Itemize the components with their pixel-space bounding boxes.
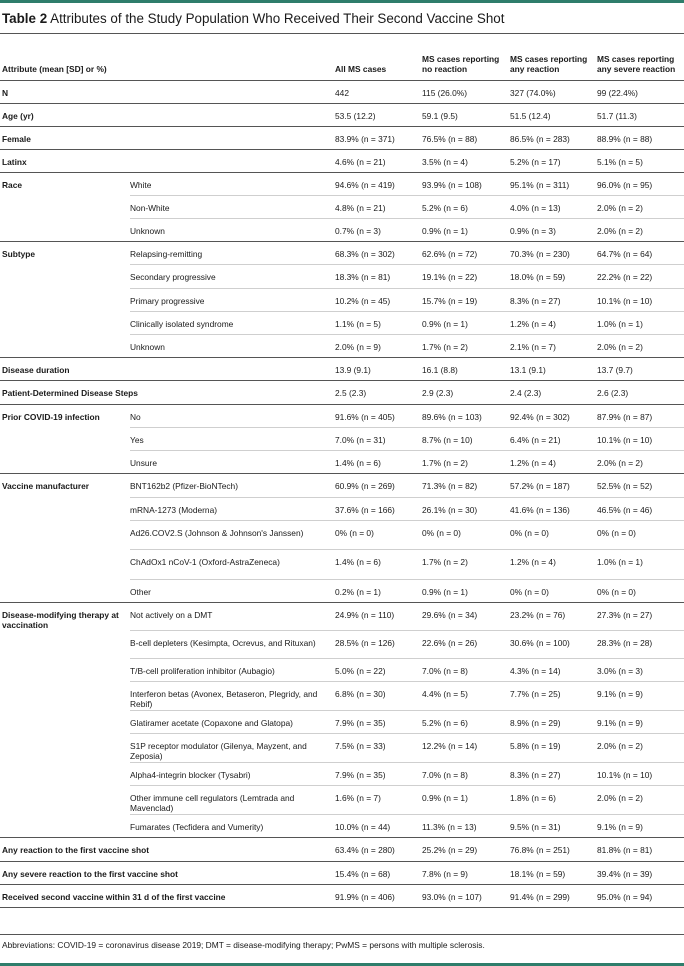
table-row (0, 335, 684, 358)
table-row (0, 837, 684, 861)
attribute-cell (0, 814, 130, 837)
any-reaction-cell: 92.4% (n = 302) (510, 405, 597, 428)
no-reaction-cell: 22.6% (n = 26) (422, 630, 510, 658)
no-reaction-cell: 93.0% (n = 107) (422, 884, 510, 907)
attribute-cell: Race (2, 180, 23, 190)
attribute-cell (0, 733, 130, 762)
table-row (0, 127, 684, 150)
table-row (0, 630, 684, 658)
attribute-cell (0, 658, 130, 681)
no-reaction-cell: 0.9% (n = 1) (422, 785, 510, 814)
no-reaction-cell: 62.6% (n = 72) (422, 242, 510, 265)
all-cases-cell: 15.4% (n = 68) (335, 861, 422, 884)
no-reaction-cell: 4.4% (n = 5) (422, 681, 510, 710)
no-reaction-cell: 3.5% (n = 4) (422, 150, 510, 173)
table-row (0, 196, 684, 219)
table-row (0, 658, 684, 681)
header-any-reaction: MS cases reporting any reaction (510, 34, 597, 81)
header-row (0, 34, 684, 81)
severe-reaction-cell: 5.1% (n = 5) (597, 150, 684, 173)
attribute-cell: Prior COVID-19 infection (2, 412, 100, 422)
footnote-divider (0, 934, 684, 935)
subcategory-cell: No (130, 405, 335, 428)
attribute-cell (0, 335, 130, 358)
severe-reaction-cell: 0% (n = 0) (597, 580, 684, 603)
no-reaction-cell: 26.1% (n = 30) (422, 498, 510, 521)
all-cases-cell: 18.3% (n = 81) (335, 265, 422, 289)
attribute-cell: Latinx (0, 150, 335, 173)
table-row (0, 710, 684, 733)
all-cases-cell: 83.9% (n = 371) (335, 127, 422, 150)
any-reaction-cell: 9.5% (n = 31) (510, 814, 597, 837)
severe-reaction-cell: 10.1% (n = 10) (597, 428, 684, 451)
all-cases-cell: 6.8% (n = 30) (335, 681, 422, 710)
no-reaction-cell: 25.2% (n = 29) (422, 837, 510, 861)
table-row (0, 785, 684, 814)
subcategory-cell: Other (130, 580, 335, 603)
all-cases-cell: 7.9% (n = 35) (335, 762, 422, 785)
severe-reaction-cell: 95.0% (n = 94) (597, 884, 684, 907)
all-cases-cell: 7.5% (n = 33) (335, 733, 422, 762)
table-row (0, 173, 684, 196)
any-reaction-cell: 0.9% (n = 3) (510, 219, 597, 242)
header-no-reaction: MS cases reporting no reaction (422, 34, 510, 81)
any-reaction-cell: 70.3% (n = 230) (510, 242, 597, 265)
severe-reaction-cell: 27.3% (n = 27) (597, 603, 684, 631)
attribute-cell (0, 710, 130, 733)
any-reaction-cell: 91.4% (n = 299) (510, 884, 597, 907)
all-cases-cell: 91.6% (n = 405) (335, 405, 422, 428)
any-reaction-cell: 8.9% (n = 29) (510, 710, 597, 733)
table-row (0, 219, 684, 242)
all-cases-cell: 60.9% (n = 269) (335, 474, 422, 498)
severe-reaction-cell: 1.0% (n = 1) (597, 312, 684, 335)
table-row (0, 104, 684, 127)
all-cases-cell: 5.0% (n = 22) (335, 658, 422, 681)
severe-reaction-cell: 46.5% (n = 46) (597, 498, 684, 521)
table-label: Table 2 (2, 11, 48, 26)
header-attribute: Attribute (mean [SD] or %) (0, 34, 335, 81)
severe-reaction-cell: 13.7 (9.7) (597, 358, 684, 381)
no-reaction-cell: 5.2% (n = 6) (422, 196, 510, 219)
attribute-cell (0, 219, 130, 242)
table-row (0, 428, 684, 451)
attribute-cell (0, 196, 130, 219)
severe-reaction-cell: 96.0% (n = 95) (597, 173, 684, 196)
no-reaction-cell: 2.9 (2.3) (422, 381, 510, 405)
severe-reaction-cell: 2.0% (n = 2) (597, 785, 684, 814)
all-cases-cell: 53.5 (12.2) (335, 104, 422, 127)
table-row (0, 405, 684, 428)
severe-reaction-cell: 22.2% (n = 22) (597, 265, 684, 289)
severe-reaction-cell: 10.1% (n = 10) (597, 289, 684, 312)
no-reaction-cell: 0% (n = 0) (422, 521, 510, 550)
no-reaction-cell: 1.7% (n = 2) (422, 550, 510, 580)
no-reaction-cell: 5.2% (n = 6) (422, 710, 510, 733)
no-reaction-cell: 8.7% (n = 10) (422, 428, 510, 451)
no-reaction-cell: 115 (26.0%) (422, 81, 510, 104)
severe-reaction-cell: 2.0% (n = 2) (597, 335, 684, 358)
subcategory-cell: Ad26.COV2.S (Johnson & Johnson's Janssen) (130, 521, 335, 550)
attribute-cell: Female (0, 127, 335, 150)
severe-reaction-cell: 9.1% (n = 9) (597, 814, 684, 837)
subcategory-cell: Not actively on a DMT (130, 603, 335, 631)
table-row (0, 451, 684, 474)
subcategory-cell: Alpha4-integrin blocker (Tysabri) (130, 762, 335, 785)
table-row (0, 681, 684, 710)
subcategory-cell: Yes (130, 428, 335, 451)
all-cases-cell: 28.5% (n = 126) (335, 630, 422, 658)
table-row (0, 884, 684, 907)
severe-reaction-cell: 1.0% (n = 1) (597, 550, 684, 580)
severe-reaction-cell: 88.9% (n = 88) (597, 127, 684, 150)
all-cases-cell: 4.8% (n = 21) (335, 196, 422, 219)
subcategory-cell: Relapsing-remitting (130, 242, 335, 265)
table-row (0, 762, 684, 785)
attribute-cell (0, 265, 130, 289)
attribute-cell (0, 312, 130, 335)
all-cases-cell: 7.9% (n = 35) (335, 710, 422, 733)
attribute-cell: Disease duration (0, 358, 335, 381)
severe-reaction-cell: 28.3% (n = 28) (597, 630, 684, 658)
attribute-cell (0, 762, 130, 785)
attribute-cell: Disease-modifying therapy at vaccination (2, 610, 119, 630)
severe-reaction-cell: 2.0% (n = 2) (597, 733, 684, 762)
any-reaction-cell: 6.4% (n = 21) (510, 428, 597, 451)
any-reaction-cell: 30.6% (n = 100) (510, 630, 597, 658)
any-reaction-cell: 0% (n = 0) (510, 580, 597, 603)
all-cases-cell: 1.6% (n = 7) (335, 785, 422, 814)
no-reaction-cell: 1.7% (n = 2) (422, 335, 510, 358)
any-reaction-cell: 1.2% (n = 4) (510, 451, 597, 474)
attribute-cell: Subtype (2, 249, 36, 259)
header-all-cases: All MS cases (335, 34, 422, 81)
footnote: Abbreviations: COVID-19 = coronavirus disease 2019; DMT = disease-modifying therapy; PwMS = persons with multiple sclerosis. (2, 940, 485, 950)
all-cases-cell: 4.6% (n = 21) (335, 150, 422, 173)
table-row (0, 603, 684, 631)
severe-reaction-cell: 0% (n = 0) (597, 521, 684, 550)
attribute-cell (0, 451, 130, 474)
table-row (0, 521, 684, 550)
all-cases-cell: 7.0% (n = 31) (335, 428, 422, 451)
table-row (0, 474, 684, 498)
any-reaction-cell: 4.3% (n = 14) (510, 658, 597, 681)
no-reaction-cell: 0.9% (n = 1) (422, 312, 510, 335)
header-severe-reaction: MS cases reporting any severe reaction (597, 34, 684, 81)
all-cases-cell: 1.4% (n = 6) (335, 550, 422, 580)
attribute-cell (0, 498, 130, 521)
attribute-cell (0, 630, 130, 658)
any-reaction-cell: 86.5% (n = 283) (510, 127, 597, 150)
all-cases-cell: 13.9 (9.1) (335, 358, 422, 381)
all-cases-cell: 91.9% (n = 406) (335, 884, 422, 907)
all-cases-cell: 442 (335, 81, 422, 104)
subcategory-cell: Unsure (130, 451, 335, 474)
attribute-cell: Patient-Determined Disease Steps (0, 381, 335, 405)
any-reaction-cell: 7.7% (n = 25) (510, 681, 597, 710)
table-row (0, 580, 684, 603)
any-reaction-cell: 1.2% (n = 4) (510, 312, 597, 335)
attributes-table (0, 34, 684, 908)
all-cases-cell: 2.5 (2.3) (335, 381, 422, 405)
attribute-cell (0, 681, 130, 710)
all-cases-cell: 68.3% (n = 302) (335, 242, 422, 265)
subcategory-cell: B-cell depleters (Kesimpta, Ocrevus, and Rituxan) (130, 630, 335, 658)
subcategory-cell: Unknown (130, 335, 335, 358)
severe-reaction-cell: 52.5% (n = 52) (597, 474, 684, 498)
subcategory-cell: S1P receptor modulator (Gilenya, Mayzent, and Zeposia) (130, 733, 335, 762)
no-reaction-cell: 93.9% (n = 108) (422, 173, 510, 196)
attribute-cell: Any reaction to the first vaccine shot (0, 837, 335, 861)
subcategory-cell: Clinically isolated syndrome (130, 312, 335, 335)
any-reaction-cell: 8.3% (n = 27) (510, 762, 597, 785)
attribute-cell: Any severe reaction to the first vaccine shot (0, 861, 335, 884)
table-row (0, 358, 684, 381)
subcategory-cell: Interferon betas (Avonex, Betaseron, Plegridy, and Rebif) (130, 681, 335, 710)
attribute-cell: Age (yr) (0, 104, 335, 127)
no-reaction-cell: 89.6% (n = 103) (422, 405, 510, 428)
any-reaction-cell: 23.2% (n = 76) (510, 603, 597, 631)
no-reaction-cell: 16.1 (8.8) (422, 358, 510, 381)
subcategory-cell: White (130, 173, 335, 196)
severe-reaction-cell: 81.8% (n = 81) (597, 837, 684, 861)
severe-reaction-cell: 3.0% (n = 3) (597, 658, 684, 681)
subcategory-cell: Secondary progressive (130, 265, 335, 289)
any-reaction-cell: 95.1% (n = 311) (510, 173, 597, 196)
table-row (0, 733, 684, 762)
table-row (0, 265, 684, 289)
any-reaction-cell: 18.1% (n = 59) (510, 861, 597, 884)
no-reaction-cell: 0.9% (n = 1) (422, 219, 510, 242)
any-reaction-cell: 5.8% (n = 19) (510, 733, 597, 762)
attribute-cell (0, 580, 130, 603)
all-cases-cell: 1.1% (n = 5) (335, 312, 422, 335)
any-reaction-cell: 18.0% (n = 59) (510, 265, 597, 289)
all-cases-cell: 10.0% (n = 44) (335, 814, 422, 837)
attribute-cell (0, 550, 130, 580)
table-row (0, 242, 684, 265)
no-reaction-cell: 29.6% (n = 34) (422, 603, 510, 631)
all-cases-cell: 0% (n = 0) (335, 521, 422, 550)
severe-reaction-cell: 2.0% (n = 2) (597, 196, 684, 219)
subcategory-cell: BNT162b2 (Pfizer-BioNTech) (130, 474, 335, 498)
table-title: Attributes of the Study Population Who Received Their Second Vaccine Shot (50, 11, 505, 26)
any-reaction-cell: 5.2% (n = 17) (510, 150, 597, 173)
subcategory-cell: Primary progressive (130, 289, 335, 312)
no-reaction-cell: 1.7% (n = 2) (422, 451, 510, 474)
any-reaction-cell: 2.1% (n = 7) (510, 335, 597, 358)
any-reaction-cell: 8.3% (n = 27) (510, 289, 597, 312)
no-reaction-cell: 59.1 (9.5) (422, 104, 510, 127)
no-reaction-cell: 7.0% (n = 8) (422, 658, 510, 681)
all-cases-cell: 63.4% (n = 280) (335, 837, 422, 861)
all-cases-cell: 24.9% (n = 110) (335, 603, 422, 631)
top-rule (0, 0, 684, 3)
subcategory-cell: Other immune cell regulators (Lemtrada and Mavenclad) (130, 785, 335, 814)
attribute-cell (0, 785, 130, 814)
table-row (0, 289, 684, 312)
attribute-cell (0, 428, 130, 451)
table-row (0, 498, 684, 521)
subcategory-cell: Non-White (130, 196, 335, 219)
severe-reaction-cell: 87.9% (n = 87) (597, 405, 684, 428)
subcategory-cell: Glatiramer acetate (Copaxone and Glatopa) (130, 710, 335, 733)
any-reaction-cell: 1.2% (n = 4) (510, 550, 597, 580)
severe-reaction-cell: 64.7% (n = 64) (597, 242, 684, 265)
table-row (0, 814, 684, 837)
attribute-cell (0, 521, 130, 550)
all-cases-cell: 37.6% (n = 166) (335, 498, 422, 521)
table-row (0, 312, 684, 335)
attribute-cell: Vaccine manufacturer (2, 481, 90, 491)
severe-reaction-cell: 9.1% (n = 9) (597, 681, 684, 710)
all-cases-cell: 0.2% (n = 1) (335, 580, 422, 603)
any-reaction-cell: 57.2% (n = 187) (510, 474, 597, 498)
table-row (0, 381, 684, 405)
all-cases-cell: 94.6% (n = 419) (335, 173, 422, 196)
any-reaction-cell: 13.1 (9.1) (510, 358, 597, 381)
no-reaction-cell: 76.5% (n = 88) (422, 127, 510, 150)
any-reaction-cell: 4.0% (n = 13) (510, 196, 597, 219)
severe-reaction-cell: 2.6 (2.3) (597, 381, 684, 405)
subcategory-cell: Unknown (130, 219, 335, 242)
no-reaction-cell: 71.3% (n = 82) (422, 474, 510, 498)
subcategory-cell: mRNA-1273 (Moderna) (130, 498, 335, 521)
no-reaction-cell: 19.1% (n = 22) (422, 265, 510, 289)
severe-reaction-cell: 2.0% (n = 2) (597, 451, 684, 474)
no-reaction-cell: 7.8% (n = 9) (422, 861, 510, 884)
table-body (0, 81, 684, 908)
no-reaction-cell: 0.9% (n = 1) (422, 580, 510, 603)
any-reaction-cell: 327 (74.0%) (510, 81, 597, 104)
no-reaction-cell: 12.2% (n = 14) (422, 733, 510, 762)
attribute-cell: N (0, 81, 335, 104)
subcategory-cell: Fumarates (Tecfidera and Vumerity) (130, 814, 335, 837)
severe-reaction-cell: 39.4% (n = 39) (597, 861, 684, 884)
table-row (0, 861, 684, 884)
all-cases-cell: 10.2% (n = 45) (335, 289, 422, 312)
table-caption (2, 11, 504, 26)
table-row (0, 550, 684, 580)
all-cases-cell: 1.4% (n = 6) (335, 451, 422, 474)
any-reaction-cell: 76.8% (n = 251) (510, 837, 597, 861)
subcategory-cell: ChAdOx1 nCoV-1 (Oxford-AstraZeneca) (130, 550, 335, 580)
no-reaction-cell: 15.7% (n = 19) (422, 289, 510, 312)
any-reaction-cell: 0% (n = 0) (510, 521, 597, 550)
table-row (0, 81, 684, 104)
any-reaction-cell: 41.6% (n = 136) (510, 498, 597, 521)
all-cases-cell: 2.0% (n = 9) (335, 335, 422, 358)
any-reaction-cell: 2.4 (2.3) (510, 381, 597, 405)
attribute-cell (0, 289, 130, 312)
severe-reaction-cell: 51.7 (11.3) (597, 104, 684, 127)
subcategory-cell: T/B-cell proliferation inhibitor (Aubagio) (130, 658, 335, 681)
severe-reaction-cell: 2.0% (n = 2) (597, 219, 684, 242)
all-cases-cell: 0.7% (n = 3) (335, 219, 422, 242)
any-reaction-cell: 1.8% (n = 6) (510, 785, 597, 814)
attribute-cell: Received second vaccine within 31 d of the first vaccine (0, 884, 335, 907)
table-row (0, 150, 684, 173)
any-reaction-cell: 51.5 (12.4) (510, 104, 597, 127)
severe-reaction-cell: 9.1% (n = 9) (597, 710, 684, 733)
severe-reaction-cell: 10.1% (n = 10) (597, 762, 684, 785)
no-reaction-cell: 11.3% (n = 13) (422, 814, 510, 837)
no-reaction-cell: 7.0% (n = 8) (422, 762, 510, 785)
severe-reaction-cell: 99 (22.4%) (597, 81, 684, 104)
